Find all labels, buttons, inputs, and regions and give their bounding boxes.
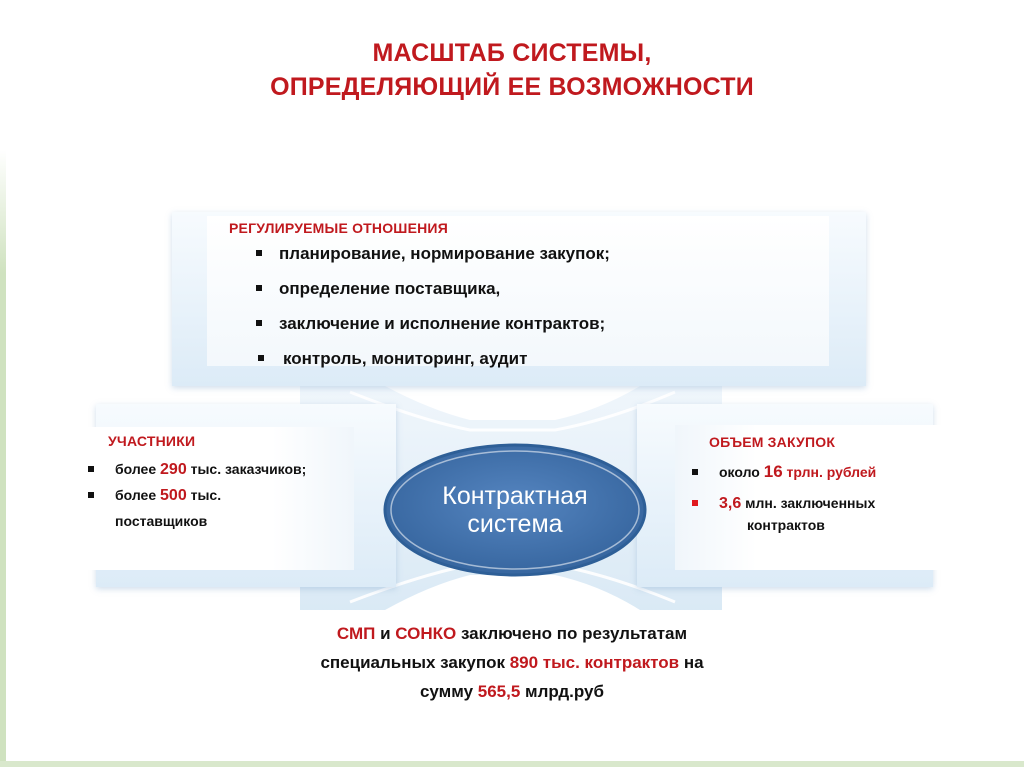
- list-item: около 16 трлн. рублей: [689, 462, 876, 493]
- contracts-count: 3,6: [719, 495, 742, 512]
- bottom-line-1: СМП и СОНКО заключено по результатам: [336, 624, 688, 643]
- bottom-line-2: специальных закупок 890 тыс. контрактов на: [320, 653, 704, 672]
- sonko-label: СОНКО: [395, 624, 457, 643]
- list-item-continuation: поставщиков: [115, 513, 208, 529]
- bullet-icon: [692, 469, 698, 475]
- participants-list: [85, 459, 306, 531]
- amount-highlight: 565,5: [477, 682, 521, 701]
- bullet-icon: [88, 466, 94, 472]
- list-item-continuation: контрактов: [747, 517, 825, 533]
- smp-label: СМП: [336, 624, 376, 643]
- list-item: более 500 тыс.: [85, 485, 306, 511]
- suppliers-count: 500: [160, 487, 187, 504]
- list-item: планирование, нормирование закупок;: [253, 243, 610, 278]
- list-item: определение поставщика,: [253, 278, 610, 313]
- regulated-heading: РЕГУЛИРУЕМЫЕ ОТНОШЕНИЯ: [229, 220, 448, 236]
- bottom-line-3: сумму 565,5 млрд.руб: [419, 682, 605, 701]
- volume-heading: ОБЪЕМ ЗАКУПОК: [709, 434, 836, 450]
- participants-heading: УЧАСТНИКИ: [108, 433, 196, 449]
- list-item: контроль, мониторинг, аудит: [253, 348, 610, 383]
- volume-list: [689, 462, 876, 535]
- bottom-summary: [220, 619, 804, 706]
- list-item: заключение и исполнение контрактов;: [253, 313, 610, 348]
- contracts-highlight: 890 тыс. контрактов: [509, 653, 680, 672]
- list-item: 3,6 млн. заключенных: [689, 493, 876, 515]
- center-label-line-2: система: [467, 510, 563, 538]
- bullet-icon: [258, 355, 264, 361]
- list-item: более 290 тыс. заказчиков;: [85, 459, 306, 485]
- bullet-icon: [256, 250, 262, 256]
- customers-count: 290: [160, 461, 187, 478]
- bullet-icon: [692, 500, 698, 506]
- title-line-1: МАСШТАБ СИСТЕМЫ,: [372, 39, 652, 67]
- center-label-line-1: Контрактная: [442, 482, 588, 510]
- title-line-2: ОПРЕДЕЛЯЮЩИЙ ЕЕ ВОЗМОЖНОСТИ: [270, 73, 754, 101]
- bullet-icon: [256, 285, 262, 291]
- center-label: [385, 445, 645, 575]
- regulated-list: [253, 243, 610, 383]
- volume-amount: 16: [763, 462, 783, 481]
- bullet-icon: [256, 320, 262, 326]
- bullet-icon: [88, 492, 94, 498]
